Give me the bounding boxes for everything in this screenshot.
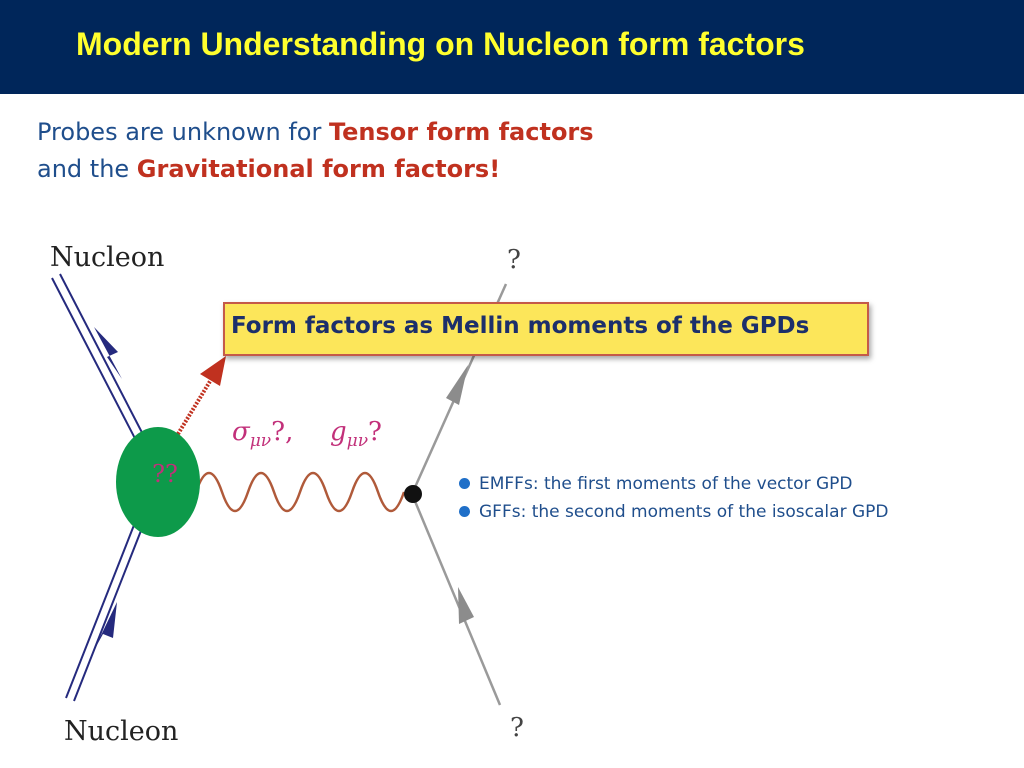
callout-text: Form factors as Mellin moments of the GPDs <box>231 313 810 339</box>
sigma-symbol: σ <box>232 417 250 447</box>
probe-top-label: ? <box>507 245 521 275</box>
header-bar <box>0 0 1024 94</box>
g-symbol: g <box>330 417 347 447</box>
bullet-item-gffs <box>458 498 888 526</box>
mellin-moments-callout <box>223 302 869 356</box>
sigma-subscript: μν <box>249 431 272 451</box>
nucleon-upper-line-a <box>52 278 142 452</box>
g-question: ? <box>368 417 382 447</box>
nucleon-lower-line-a <box>66 520 136 698</box>
nucleon-bottom-label: Nucleon <box>64 716 179 747</box>
callout-pointer-arrow-icon <box>200 356 226 386</box>
probe-lower-arrow-icon <box>458 587 474 624</box>
intro-line-2-prefix: and the <box>37 155 137 183</box>
intro-line-2 <box>37 151 594 188</box>
intro-text <box>37 114 594 188</box>
bullet-list <box>458 470 888 526</box>
g-subscript: μν <box>346 431 369 451</box>
bullet-dot-icon <box>459 506 470 517</box>
nucleon-upper-arrow-icon <box>94 327 122 379</box>
bullet-dot-icon <box>459 478 470 489</box>
bullet-text: EMFFs: the first moments of the vector GPD <box>479 474 853 494</box>
nucleon-top-label: Nucleon <box>50 242 165 273</box>
bullet-text: GFFs: the second moments of the isoscalar GPD <box>479 502 889 522</box>
callout-pointer-line <box>178 378 212 434</box>
bullet-item-emffs <box>458 470 888 498</box>
gravitational-form-factors-highlight: Gravitational form factors! <box>136 155 501 183</box>
page-title: Modern Understanding on Nucleon form factors <box>76 26 805 62</box>
sigma-question: ?, <box>271 417 294 447</box>
tensor-form-factors-highlight: Tensor form factors <box>328 118 594 146</box>
probe-bottom-label: ? <box>510 713 524 743</box>
vertex-dot <box>404 485 422 503</box>
photon-wavy-line <box>196 473 404 511</box>
nucleon-upper-line-b <box>60 274 150 448</box>
intro-line-1-prefix: Probes are unknown for <box>37 118 329 146</box>
coupling-label <box>232 417 382 451</box>
probe-upper-arrow-icon <box>446 365 468 405</box>
nucleon-lower-line-b <box>74 523 144 701</box>
intro-line-1 <box>37 114 594 151</box>
blob-label: ?? <box>152 460 178 488</box>
nucleon-lower-arrow-icon <box>92 602 117 654</box>
